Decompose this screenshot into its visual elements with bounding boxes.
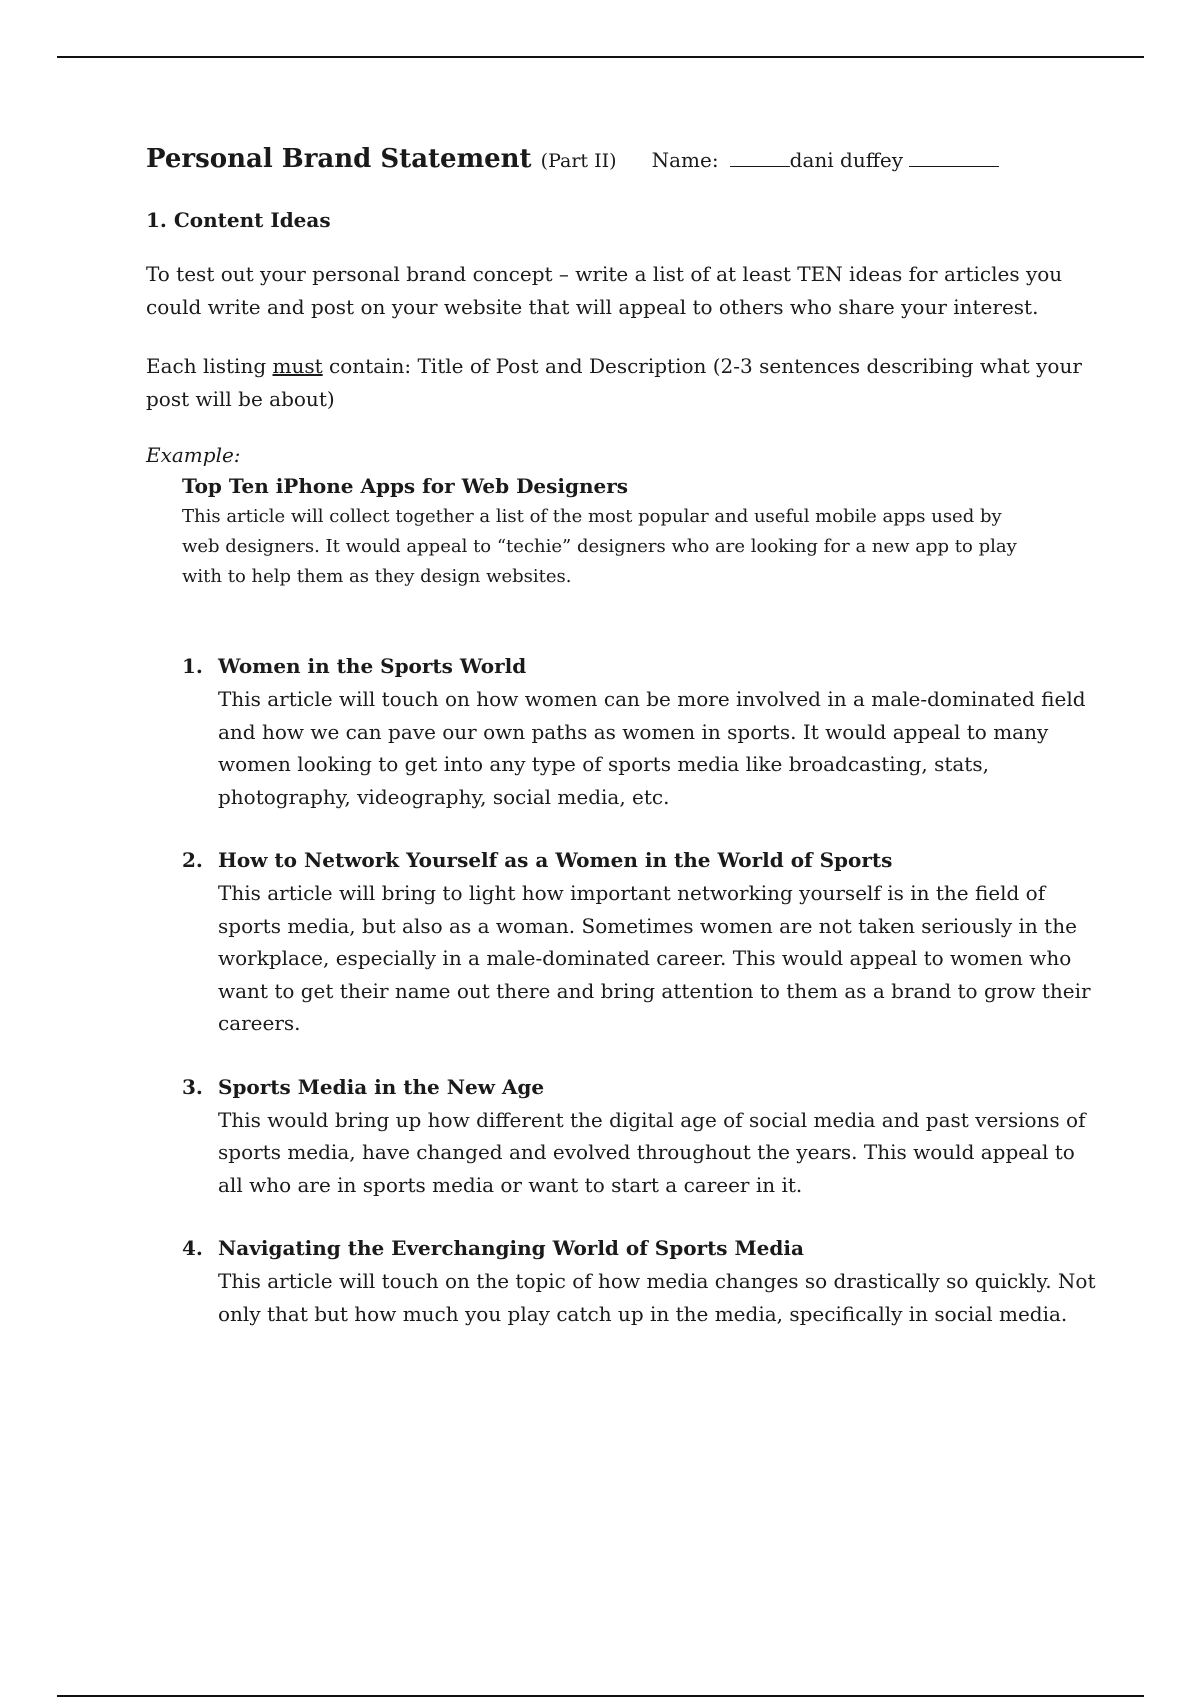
ideas-list [146,650,1096,1330]
idea-title: Sports Media in the New Age [218,1074,545,1099]
document-title: Personal Brand Statement [146,144,532,174]
example-label: Example: [146,443,241,467]
idea-description: This article will bring to light how important networking yourself is in the field of sports media, but also as a woman. Sometimes women are not taken seriously in the workplace, especially in a male-dominated career. This would appeal to women who want to get their name out there and bring attention to them as a brand to grow their careers. [218,881,1091,1035]
idea-number: 3. [182,1074,203,1099]
instructions-underlined-must: must [272,354,323,378]
idea-number: 1. [182,654,203,678]
idea-number: 2. [182,848,203,872]
idea-description: This article will touch on how women can be more involved in a male-dominated field and how we can pave our own paths as women in sports. It would appeal to many women looking to get into any type of sports media like broadcasting, stats, photography, videography, social media, etc. [218,687,1086,809]
idea-number: 4. [182,1236,203,1260]
name-blank-lead [730,154,790,167]
instructions-paragraph-2 [146,350,1086,416]
idea-item [146,844,1096,1040]
example-title: Top Ten iPhone Apps for Web Designers [182,474,629,498]
document-subtitle: (Part II) [540,150,617,172]
example-description: This article will collect together a list of the most popular and useful mobile apps used by web designers. It would appeal to “techie” designers who are looking for a new app to play with to help them as they design websites. [182,506,1017,587]
example-block [182,470,1096,592]
idea-title: Navigating the Everchanging World of Sports Media [218,1236,804,1260]
instructions-text-start: Each listing [146,354,273,378]
section-heading: 1. Content Ideas [146,208,331,232]
bottom-rule [57,1695,1144,1697]
name-label: Name: [651,148,719,172]
idea-title: How to Network Yourself as a Women in the World of Sports [218,848,893,872]
idea-description: This would bring up how different the digital age of social media and past versions of sports media, have changed and evolved throughout the years. This would appeal to all who are in sports media or want to start a career in it. [218,1107,1086,1197]
idea-item [146,650,1096,813]
idea-title: Women in the Sports World [218,654,527,678]
document-page [146,144,1096,1361]
idea-item [146,1232,1096,1330]
top-rule [57,56,1144,58]
idea-description: This article will touch on the topic of how media changes so drastically so quickly. Not only that but how much you play catch up in the media, specifically in social media. [218,1269,1096,1326]
instructions-paragraph-1: To test out your personal brand concept – write a list of at least TEN ideas for articles you could write and post on your website that will appeal to others who share your interest. [146,262,1063,319]
name-value: dani duffey [789,148,904,172]
idea-item [146,1071,1096,1202]
name-blank-tail [909,154,999,167]
title-line [146,144,1096,182]
instructions-text-end: contain: Title of Post and Description (2-3 sentences describing what your post will be about) [146,354,1082,411]
